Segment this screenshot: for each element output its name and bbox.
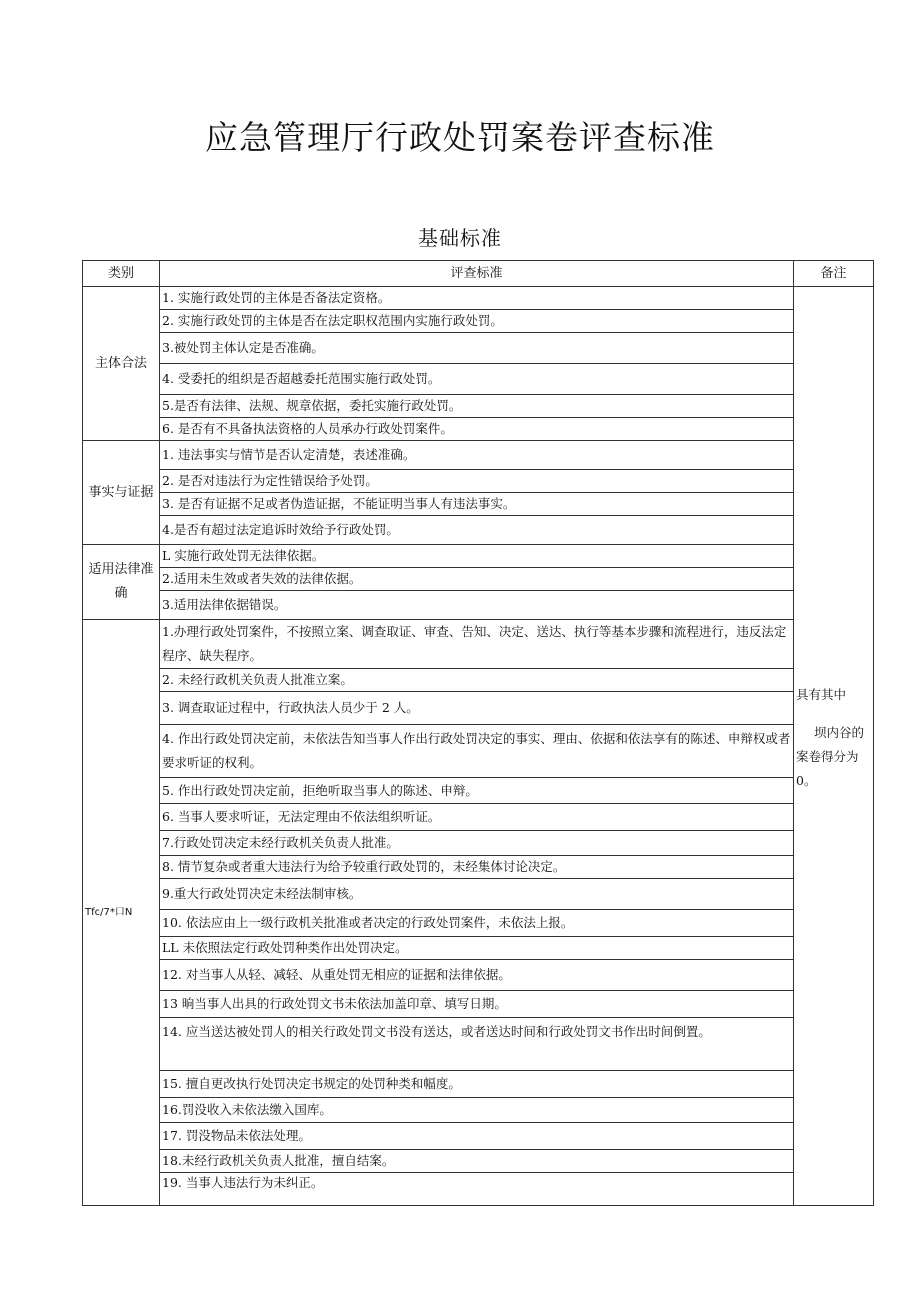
table-row bbox=[83, 778, 874, 804]
section-subtitle: 基础标准 bbox=[418, 226, 502, 250]
table-row bbox=[83, 879, 874, 910]
table-row bbox=[83, 669, 874, 692]
criteria-item: 10. 依法应由上一级行政机关批准或者决定的行政处罚案件，未依法上报。 bbox=[160, 910, 794, 937]
criteria-item: 5. 作出行政处罚决定前，拒绝听取当事人的陈述、申辩。 bbox=[160, 778, 794, 804]
criteria-item: 6. 当事人要求听证，无法定理由不依法组织听证。 bbox=[160, 804, 794, 831]
remark-line-2: 坝内谷的案卷得分为0。 bbox=[796, 725, 865, 788]
header-category: 类别 bbox=[83, 261, 160, 287]
table-row bbox=[83, 1150, 874, 1173]
table-row bbox=[83, 725, 874, 778]
criteria-item: 18.未经行政机关负责人批准，擅自结案。 bbox=[160, 1150, 794, 1173]
table-row bbox=[83, 620, 874, 669]
criteria-item: 8. 情节复杂或者重大违法行为给予较重行政处罚的，未经集体讨论决定。 bbox=[160, 856, 794, 879]
table-row bbox=[83, 991, 874, 1018]
criteria-item: 14. 应当送达被处罚人的相关行政处罚文书没有送达，或者送达时间和行政处罚文书作出时间倒置。 bbox=[160, 1018, 794, 1071]
table-row bbox=[83, 831, 874, 856]
criteria-item: 4.是否有超过法定追诉时效给予行政处罚。 bbox=[160, 516, 794, 545]
criteria-item: 13 晌当事人出具的行政处罚文书未依法加盖印章、填写日期。 bbox=[160, 991, 794, 1018]
criteria-item: 2. 实施行政处罚的主体是否在法定职权范围内实施行政处罚。 bbox=[160, 310, 794, 333]
criteria-item: 19. 当事人违法行为未纠正。 bbox=[160, 1173, 794, 1206]
table-row bbox=[83, 1098, 874, 1123]
header-criteria: 评查标准 bbox=[160, 261, 794, 287]
criteria-item: 3. 是否有证据不足或者伪造证据，不能证明当事人有违法事实。 bbox=[160, 493, 794, 516]
criteria-item: 17. 罚没物品未依法处理。 bbox=[160, 1123, 794, 1150]
table-row bbox=[83, 568, 874, 591]
criteria-item: 15. 擅自更改执行处罚决定书规定的处罚种类和幅度。 bbox=[160, 1071, 794, 1098]
criteria-item: 3. 调查取证过程中，行政执法人员少于 2 人。 bbox=[160, 692, 794, 725]
table-row bbox=[83, 960, 874, 991]
table-row bbox=[83, 1018, 874, 1071]
category-law: 适用法律准确 bbox=[83, 545, 160, 620]
criteria-item: 1. 实施行政处罚的主体是否备法定资格。 bbox=[160, 287, 794, 310]
criteria-item: 3.被处罚主体认定是否准确。 bbox=[160, 333, 794, 364]
header-remark: 备注 bbox=[794, 261, 874, 287]
criteria-item: 3.适用法律依据错误。 bbox=[160, 591, 794, 620]
criteria-item: 5.是否有法律、法规、规章依据，委托实施行政处罚。 bbox=[160, 395, 794, 418]
table-row bbox=[83, 418, 874, 441]
page-title: 应急管理厅行政处罚案卷评查标准 bbox=[205, 118, 715, 157]
table-row bbox=[83, 310, 874, 333]
table-row bbox=[83, 856, 874, 879]
table-row bbox=[83, 395, 874, 418]
criteria-item: 2.适用未生效或者失效的法律依据。 bbox=[160, 568, 794, 591]
table-row bbox=[83, 493, 874, 516]
criteria-item: 1.办理行政处罚案件，不按照立案、调查取证、审查、告知、决定、送达、执行等基本步骤和流程进行，违反法定程序、缺失程序。 bbox=[160, 620, 794, 669]
category-facts: 事实与证据 bbox=[83, 441, 160, 545]
table-row bbox=[83, 470, 874, 493]
table-row bbox=[83, 364, 874, 395]
criteria-item: 9.重大行政处罚决定未经法制审核。 bbox=[160, 879, 794, 910]
table-row bbox=[83, 516, 874, 545]
criteria-item: 4. 作出行政处罚决定前，未依法告知当事人作出行政处罚决定的事实、理由、依据和依法享有的陈述、申辩权或者要求听证的权利。 bbox=[160, 725, 794, 778]
table-row bbox=[83, 333, 874, 364]
table-row bbox=[83, 1071, 874, 1098]
criteria-item: 2. 未经行政机关负责人批准立案。 bbox=[160, 669, 794, 692]
criteria-item: 12. 对当事人从轻、减轻、从重处罚无相应的证据和法律依据。 bbox=[160, 960, 794, 991]
table-row bbox=[83, 287, 874, 310]
criteria-item: 1. 违法事实与情节是否认定清楚，表述准确。 bbox=[160, 441, 794, 470]
table-row bbox=[83, 910, 874, 937]
table-row bbox=[83, 1123, 874, 1150]
criteria-table bbox=[82, 260, 874, 1206]
table-row bbox=[83, 441, 874, 470]
criteria-item: 2. 是否对违法行为定性错误给予处罚。 bbox=[160, 470, 794, 493]
table-row bbox=[83, 937, 874, 960]
criteria-item: L 实施行政处罚无法律依据。 bbox=[160, 545, 794, 568]
criteria-item: LL 未依照法定行政处罚种类作出处罚决定。 bbox=[160, 937, 794, 960]
table-header-row bbox=[83, 261, 874, 287]
category-procedure: Tfc/7*口N bbox=[83, 620, 160, 1206]
criteria-item: 7.行政处罚决定未经行政机关负责人批准。 bbox=[160, 831, 794, 856]
remark-cell bbox=[794, 287, 874, 1206]
category-subject: 主体合法 bbox=[83, 287, 160, 441]
criteria-item: 6. 是否有不具备执法资格的人员承办行政处罚案件。 bbox=[160, 418, 794, 441]
table-row bbox=[83, 545, 874, 568]
table-row bbox=[83, 804, 874, 831]
criteria-item: 4. 受委托的组织是否超越委托范围实施行政处罚。 bbox=[160, 364, 794, 395]
table-row bbox=[83, 591, 874, 620]
criteria-item: 16.罚没收入未依法缴入国库。 bbox=[160, 1098, 794, 1123]
table-row bbox=[83, 692, 874, 725]
remark-line-1: 具有其中 bbox=[796, 687, 847, 702]
table-row bbox=[83, 1173, 874, 1206]
